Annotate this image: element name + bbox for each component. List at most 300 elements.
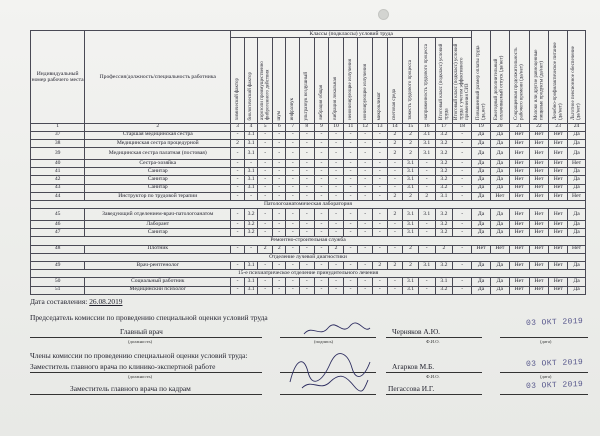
- workplace-id: 50: [31, 278, 85, 286]
- condition-value: Да: [568, 176, 586, 184]
- condition-value: -: [286, 221, 300, 229]
- condition-value: -: [272, 229, 286, 237]
- members-label: Члены комиссии по проведению специальной оценки условий труда:: [30, 351, 248, 360]
- table-row: [31, 147, 586, 159]
- table-row: [31, 184, 586, 192]
- condition-value: -: [231, 245, 245, 253]
- header-factor-15: Итоговый класс (подкласс) условий труда: [435, 38, 453, 124]
- header-classes: Классы (подклассы) условий труда: [231, 31, 472, 38]
- condition-value: 2: [387, 192, 403, 200]
- condition-value: -: [418, 278, 435, 286]
- condition-value: Да: [490, 221, 509, 229]
- profession: Инструктор по трудовой терапии: [85, 192, 231, 200]
- condition-value: -: [314, 192, 329, 200]
- condition-value: -: [387, 286, 403, 294]
- condition-value: 2: [403, 139, 419, 147]
- header-factor-20: Молоко или другие равноценные пищевые продукты (да/нет): [529, 31, 549, 124]
- header-factor-6: ультразвук воздушный: [300, 38, 315, 124]
- condition-value: -: [453, 262, 472, 270]
- condition-value: Нет: [509, 245, 529, 253]
- condition-value: -: [329, 221, 344, 229]
- condition-value: 3.1: [403, 184, 419, 192]
- table-row: [31, 139, 586, 147]
- column-number: 22: [529, 123, 549, 131]
- condition-value: -: [258, 159, 273, 167]
- condition-value: 3.1: [435, 192, 453, 200]
- condition-value: 3.2: [244, 221, 258, 229]
- condition-value: 3.2: [435, 184, 453, 192]
- condition-value: -: [453, 229, 472, 237]
- condition-value: -: [314, 262, 329, 270]
- header-factor-10: ионизирующие излучения: [358, 38, 373, 124]
- condition-value: 2: [387, 139, 403, 147]
- condition-value: 2: [258, 245, 273, 253]
- workplace-id: 43: [31, 184, 85, 192]
- member2-name: Пегассова И.Г.: [388, 384, 435, 393]
- condition-value: -: [453, 147, 472, 159]
- condition-value: -: [418, 245, 435, 253]
- condition-value: 2: [403, 262, 419, 270]
- date-line: Дата составления: 26.08.2019: [30, 297, 123, 306]
- condition-value: -: [231, 131, 245, 139]
- condition-value: 3.1: [403, 209, 419, 221]
- condition-value: -: [286, 139, 300, 147]
- condition-value: 2: [387, 147, 403, 159]
- condition-value: 3.2: [435, 147, 453, 159]
- condition-value: Да: [472, 209, 491, 221]
- condition-value: 3.2: [244, 209, 258, 221]
- condition-value: Нет: [529, 262, 549, 270]
- condition-value: -: [343, 286, 358, 294]
- signature-member2: [300, 374, 370, 394]
- condition-value: -: [231, 176, 245, 184]
- condition-value: 3.2: [244, 229, 258, 237]
- header-profession: Профессия/должность/специальность работника: [85, 31, 231, 124]
- condition-value: -: [329, 278, 344, 286]
- chairman-label: Председатель комиссии по проведению специальной оценки условий труда: [30, 313, 268, 322]
- condition-value: Нет: [529, 229, 549, 237]
- condition-value: Нет: [568, 245, 586, 253]
- condition-value: -: [272, 176, 286, 184]
- condition-value: Нет: [509, 168, 529, 176]
- workplace-id: 48: [31, 245, 85, 253]
- condition-value: Да: [472, 159, 491, 167]
- condition-value: -: [329, 131, 344, 139]
- condition-value: 3.1: [244, 184, 258, 192]
- condition-value: Нет: [529, 286, 549, 294]
- header-factor-21: Лечебно-профилактическое питание (да/нет): [549, 31, 568, 124]
- condition-value: -: [258, 221, 273, 229]
- column-number: 6: [272, 123, 286, 131]
- condition-value: Нет: [549, 131, 568, 139]
- condition-value: -: [314, 278, 329, 286]
- condition-value: 2: [387, 262, 403, 270]
- condition-value: -: [244, 192, 258, 200]
- condition-value: -: [373, 159, 388, 167]
- condition-value: 3.1: [244, 176, 258, 184]
- column-number: 12: [358, 123, 373, 131]
- condition-value: Нет: [490, 245, 509, 253]
- condition-value: Да: [568, 184, 586, 192]
- column-number: 18: [453, 123, 472, 131]
- condition-value: Да: [490, 131, 509, 139]
- condition-value: Нет: [509, 278, 529, 286]
- condition-value: -: [343, 221, 358, 229]
- condition-value: Нет: [529, 184, 549, 192]
- condition-value: -: [258, 147, 273, 159]
- condition-value: Да: [568, 139, 586, 147]
- condition-value: 3.1: [435, 278, 453, 286]
- condition-value: Нет: [549, 147, 568, 159]
- member1-position: Заместитель главного врача по клинико-экспертной работе: [30, 362, 216, 371]
- condition-value: -: [387, 176, 403, 184]
- profession: Лаборант: [85, 221, 231, 229]
- header-factor-3: аэрозоли преимущественно фиброгенного действия: [258, 38, 273, 124]
- condition-value: -: [258, 209, 273, 221]
- column-number: 3: [231, 123, 245, 131]
- date-stamp-member1: 03 ОКТ 2019: [525, 358, 584, 369]
- condition-value: 3.1: [403, 176, 419, 184]
- table-row: [31, 286, 586, 294]
- column-number: 24: [568, 123, 586, 131]
- condition-value: Нет: [568, 192, 586, 200]
- condition-value: 3.1: [244, 286, 258, 294]
- condition-value: -: [358, 139, 373, 147]
- condition-value: Нет: [529, 168, 549, 176]
- condition-value: -: [314, 245, 329, 253]
- table-row: [31, 278, 586, 286]
- column-number: 20: [490, 123, 509, 131]
- condition-value: 3.1: [418, 131, 435, 139]
- condition-value: Да: [490, 139, 509, 147]
- condition-value: -: [329, 184, 344, 192]
- header-factor-13: тяжесть трудового процесса: [403, 38, 419, 124]
- condition-value: -: [272, 278, 286, 286]
- condition-value: Да: [490, 278, 509, 286]
- condition-value: -: [272, 286, 286, 294]
- workplace-id: 38: [31, 139, 85, 147]
- column-number: 13: [373, 123, 388, 131]
- condition-value: -: [418, 184, 435, 192]
- condition-value: Нет: [509, 209, 529, 221]
- condition-value: -: [258, 229, 273, 237]
- condition-value: Нет: [529, 147, 549, 159]
- header-factor-5: инфразвук: [286, 38, 300, 124]
- condition-value: Да: [472, 176, 491, 184]
- condition-value: -: [300, 159, 315, 167]
- table-row: [31, 209, 586, 221]
- header-factor-1: химический фактор: [231, 38, 245, 124]
- condition-value: Да: [490, 209, 509, 221]
- workplace-id: 49: [31, 262, 85, 270]
- signature-chairman: [302, 322, 372, 340]
- condition-value: Да: [490, 176, 509, 184]
- condition-value: Нет: [509, 176, 529, 184]
- profession: Санитар: [85, 184, 231, 192]
- condition-value: -: [300, 229, 315, 237]
- condition-value: -: [258, 168, 273, 176]
- condition-value: -: [418, 286, 435, 294]
- condition-value: -: [373, 209, 388, 221]
- condition-value: -: [358, 176, 373, 184]
- condition-value: Да: [568, 209, 586, 221]
- condition-value: -: [358, 262, 373, 270]
- condition-value: -: [314, 176, 329, 184]
- condition-value: Нет: [529, 131, 549, 139]
- condition-value: Да: [568, 229, 586, 237]
- condition-value: 2: [387, 209, 403, 221]
- condition-value: -: [453, 176, 472, 184]
- condition-value: -: [373, 278, 388, 286]
- condition-value: 3.1: [403, 168, 419, 176]
- condition-value: Да: [472, 192, 491, 200]
- header-factor-16: Итоговый класс (подкласс) условий труда с учетом эффективного применения СИЗ: [453, 38, 472, 124]
- header-factor-2: биологический фактор: [244, 38, 258, 124]
- condition-value: -: [286, 262, 300, 270]
- condition-value: -: [343, 245, 358, 253]
- condition-value: Да: [472, 184, 491, 192]
- condition-value: -: [300, 262, 315, 270]
- condition-value: -: [343, 278, 358, 286]
- header-factor-9: неионизирующие излучения: [343, 38, 358, 124]
- condition-value: -: [300, 131, 315, 139]
- condition-value: -: [300, 184, 315, 192]
- condition-value: 3.2: [435, 168, 453, 176]
- condition-value: -: [387, 184, 403, 192]
- table-row: [31, 262, 586, 270]
- condition-value: -: [272, 159, 286, 167]
- profession: Врач-рентгенолог: [85, 262, 231, 270]
- document-page: Индивидуальный номер рабочего места Профессия/должность/специальность работника Классы (подклассы) условий труда Повышенный размер оплаты труда (да,нет) Ежегодный дополнительный оплачиваемый отпуск (да/нет) Сокращенная продолжительность рабочего времени (да/нет) Молоко или другие равноценные пищевые продукты (да/нет) Лечебно-профилактическое питание (да/нет) Льготное пенсионное обеспечение (да/нет) химический фактор биологический фактор аэрозоли преимущественно фиброгенного действия шум инфразвук ультразвук воздушный вибрация общая вибрация локальная неионизирующие излучения ионизирующие излучения микроклимат световая среда тяжесть трудового процесса напряженность трудового процесса Итоговый класс (подкласс) условий труда Итоговый класс (подкласс) условий труда с учетом эффективного применения СИЗ 1 2 3 4 5 6 7 8 9 10 11 12 13 14 15 16 17 18 19 20 21 22 23 24 37 Старшая медицинская сестра - 3.1 - - - - - - - - - 2 2 3.1 3.2 - Да Да Нет Нет Нет Да 38 Медицинская сестра процедурной 2 3.1 - - - - - - - - - 2 2 3.1 3.2 - Да Да Нет Нет Нет Да 39 Медицинская сестра палатная (постовая) - 3.1 - - - - - - - - - 2 2 3.1 3.2 - Да Да Нет Нет Нет Да 40 Сестра-хозяйка - - - - - - - - - - - - 3.1 - 3.2 - Да Да Нет Нет Нет Нет 41 Санитар - 3.1 - - - - - - - - - - 3.1 - 3.2 - Да Да Нет Нет Нет Да 42 Санитар - 3.1 - - - - - - - - - - 3.1 - 3.2 - Да Да Нет Нет Нет Да 43 Санитар - 3.1 - - - - - - - - - - 3.1 - 3.2 - Да Да Нет Нет Нет Да 44 Инструктор по трудовой терапии - - - - - - - - - - - 2 2 2 3.1 - Да Нет Нет Нет Нет Нет Патологоанатомическая лаборатория 45 Заведующий отделением-врач-патологоанатом - 3.2 - - - - - - - - - 2 3.1 3.1 3.2 - Да Да Нет Нет Нет Да 46 Лаборант - 3.2 - - - - - - - - - - 3.1 - 3.2 - Да Да Нет Нет Нет Да 47 Санитар - 3.2 - - - - - - - - - - 3.1 - 3.2 - Да Да Нет Нет Нет Да Ремонтно-строительная служба 48 Плотник - - 2 2 - - - 2 - - - - 2 - 2 - Нет Нет Нет Нет Нет Нет Отделение лучевой диагностики 49 Врач-рентгенолог - 3.1 - - - - - - - - 2 2 2 3.1 3.2 - Да Да Нет Нет Нет Да 15-е психиатрическое отделение принудительного лечения 50 Социальный работник - 3.1 - - - - - - - - - - 3.1 - 3.1 - Да Да Нет Нет Нет Да 51 Медицинский психолог - 3.1 - - - - - - - - - - 3.1 - 3.2 - Да Да Нет Нет Нет Да Дата составления: 26.08.2019 Председатель комиссии по проведению специальной оценки условий труда Главный врач (должность) (подпись) Черняков А.Ю. Ф.И.О. 03 ОКТ 2019 (дата) Члены комиссии по проведению специальной оценки условий труда: Заместитель главного врача по клинико-экспертной работе (должность) Агарков М.Б. Ф.И.О. 03 ОКТ 2019 (дата) Заместитель главного врача по кадрам Пегассова И.Г. 03 ОКТ 2019: [0, 0, 600, 436]
- condition-value: -: [373, 168, 388, 176]
- condition-value: -: [231, 159, 245, 167]
- condition-value: -: [314, 209, 329, 221]
- condition-value: Нет: [529, 159, 549, 167]
- condition-value: -: [343, 131, 358, 139]
- condition-value: -: [244, 245, 258, 253]
- condition-value: -: [272, 131, 286, 139]
- condition-value: 3.1: [244, 131, 258, 139]
- condition-value: -: [286, 168, 300, 176]
- condition-value: -: [418, 221, 435, 229]
- condition-value: Нет: [549, 168, 568, 176]
- condition-value: -: [358, 159, 373, 167]
- condition-value: Да: [472, 131, 491, 139]
- profession: Сестра-хозяйка: [85, 159, 231, 167]
- header-factor-22: Льготное пенсионное обеспечение (да/нет): [568, 31, 586, 124]
- condition-value: -: [358, 131, 373, 139]
- header-factor-18: Ежегодный дополнительный оплачиваемый отпуск (да/нет): [490, 31, 509, 124]
- condition-value: -: [258, 176, 273, 184]
- condition-value: -: [343, 262, 358, 270]
- condition-value: -: [300, 176, 315, 184]
- condition-value: -: [231, 221, 245, 229]
- table-row: [31, 229, 586, 237]
- condition-value: -: [286, 278, 300, 286]
- condition-value: -: [453, 221, 472, 229]
- column-number: 19: [472, 123, 491, 131]
- date-stamp-chairman: 03 ОКТ 2019: [525, 317, 584, 328]
- condition-value: -: [418, 176, 435, 184]
- condition-value: -: [387, 221, 403, 229]
- condition-value: 2: [329, 245, 344, 253]
- profession: Санитар: [85, 168, 231, 176]
- section-header: Отделение лучевой диагностики: [31, 253, 586, 261]
- condition-value: -: [286, 229, 300, 237]
- header-factor-11: микроклимат: [373, 38, 388, 124]
- condition-value: -: [329, 147, 344, 159]
- condition-value: -: [272, 184, 286, 192]
- profession: Медицинский психолог: [85, 286, 231, 294]
- condition-value: -: [343, 184, 358, 192]
- condition-value: Да: [490, 147, 509, 159]
- condition-value: -: [300, 192, 315, 200]
- condition-value: -: [387, 159, 403, 167]
- column-number: 16: [418, 123, 435, 131]
- condition-value: Да: [472, 139, 491, 147]
- condition-value: Да: [568, 131, 586, 139]
- condition-value: -: [387, 245, 403, 253]
- condition-value: -: [387, 229, 403, 237]
- header-factor-4: шум: [272, 38, 286, 124]
- workplace-id: 40: [31, 159, 85, 167]
- condition-value: -: [453, 131, 472, 139]
- condition-value: Нет: [509, 184, 529, 192]
- condition-value: Нет: [549, 245, 568, 253]
- condition-value: -: [343, 176, 358, 184]
- condition-value: -: [343, 229, 358, 237]
- condition-value: Нет: [549, 229, 568, 237]
- column-number: 4: [244, 123, 258, 131]
- condition-value: -: [272, 139, 286, 147]
- profession: Заведующий отделением-врач-патологоанатом: [85, 209, 231, 221]
- condition-value: 2: [403, 192, 419, 200]
- condition-value: Нет: [549, 221, 568, 229]
- condition-value: 3.2: [435, 159, 453, 167]
- condition-value: Нет: [509, 131, 529, 139]
- condition-value: Да: [472, 168, 491, 176]
- condition-value: -: [286, 192, 300, 200]
- condition-value: -: [231, 192, 245, 200]
- condition-value: -: [418, 229, 435, 237]
- condition-value: -: [231, 184, 245, 192]
- condition-value: 2: [403, 131, 419, 139]
- condition-value: -: [453, 139, 472, 147]
- condition-value: -: [314, 168, 329, 176]
- condition-value: 3.1: [418, 139, 435, 147]
- condition-value: -: [300, 278, 315, 286]
- condition-value: -: [387, 278, 403, 286]
- table-row: [31, 176, 586, 184]
- header-factor-17: Повышенный размер оплаты труда (да,нет): [472, 31, 491, 124]
- column-number: 2: [85, 123, 231, 131]
- condition-value: -: [272, 192, 286, 200]
- workplace-id: 41: [31, 168, 85, 176]
- condition-value: Нет: [549, 184, 568, 192]
- workplace-id: 39: [31, 147, 85, 159]
- condition-value: -: [258, 184, 273, 192]
- condition-value: -: [453, 209, 472, 221]
- condition-value: -: [329, 286, 344, 294]
- condition-value: Нет: [549, 286, 568, 294]
- condition-value: Да: [568, 278, 586, 286]
- condition-value: Да: [568, 147, 586, 159]
- condition-value: Нет: [549, 209, 568, 221]
- condition-value: 3.2: [435, 221, 453, 229]
- condition-value: 2: [272, 245, 286, 253]
- condition-value: Да: [472, 286, 491, 294]
- condition-value: Да: [490, 184, 509, 192]
- profession: Социальный работник: [85, 278, 231, 286]
- condition-value: -: [300, 245, 315, 253]
- condition-value: Да: [472, 221, 491, 229]
- condition-value: -: [329, 209, 344, 221]
- condition-value: -: [258, 286, 273, 294]
- condition-value: -: [300, 286, 315, 294]
- condition-value: -: [314, 286, 329, 294]
- condition-value: -: [231, 147, 245, 159]
- condition-value: -: [272, 209, 286, 221]
- profession: Медицинская сестра палатная (постовая): [85, 147, 231, 159]
- column-number: 17: [435, 123, 453, 131]
- condition-value: -: [343, 139, 358, 147]
- condition-value: -: [258, 192, 273, 200]
- condition-value: 3.2: [435, 131, 453, 139]
- condition-value: -: [286, 209, 300, 221]
- condition-value: Да: [490, 262, 509, 270]
- condition-value: Нет: [509, 286, 529, 294]
- condition-value: -: [286, 159, 300, 167]
- condition-value: 3.2: [435, 262, 453, 270]
- condition-value: -: [286, 131, 300, 139]
- condition-value: Нет: [529, 192, 549, 200]
- condition-value: -: [286, 147, 300, 159]
- column-number: 9: [314, 123, 329, 131]
- condition-value: Нет: [568, 159, 586, 167]
- profession: Старшая медицинская сестра: [85, 131, 231, 139]
- condition-value: Нет: [549, 262, 568, 270]
- condition-value: -: [373, 139, 388, 147]
- condition-value: -: [418, 159, 435, 167]
- chairman-name: Черняков А.Ю.: [392, 327, 441, 336]
- condition-value: Да: [490, 168, 509, 176]
- condition-value: -: [358, 286, 373, 294]
- condition-value: -: [231, 262, 245, 270]
- condition-value: -: [358, 147, 373, 159]
- condition-value: -: [453, 159, 472, 167]
- condition-value: 3.1: [403, 286, 419, 294]
- condition-value: Нет: [490, 192, 509, 200]
- condition-value: 3.1: [418, 209, 435, 221]
- header-factor-7: вибрация общая: [314, 38, 329, 124]
- condition-value: -: [286, 245, 300, 253]
- condition-value: -: [314, 184, 329, 192]
- condition-value: Да: [472, 278, 491, 286]
- condition-value: -: [453, 245, 472, 253]
- condition-value: -: [300, 209, 315, 221]
- condition-value: -: [231, 286, 245, 294]
- member1-name: Агарков М.Б.: [392, 362, 435, 371]
- condition-value: -: [286, 286, 300, 294]
- header-factor-12: световая среда: [387, 38, 403, 124]
- table-row: [31, 192, 586, 200]
- condition-value: Да: [472, 229, 491, 237]
- condition-value: -: [373, 176, 388, 184]
- condition-value: -: [358, 229, 373, 237]
- condition-value: -: [314, 139, 329, 147]
- condition-value: 2: [387, 131, 403, 139]
- condition-value: -: [453, 286, 472, 294]
